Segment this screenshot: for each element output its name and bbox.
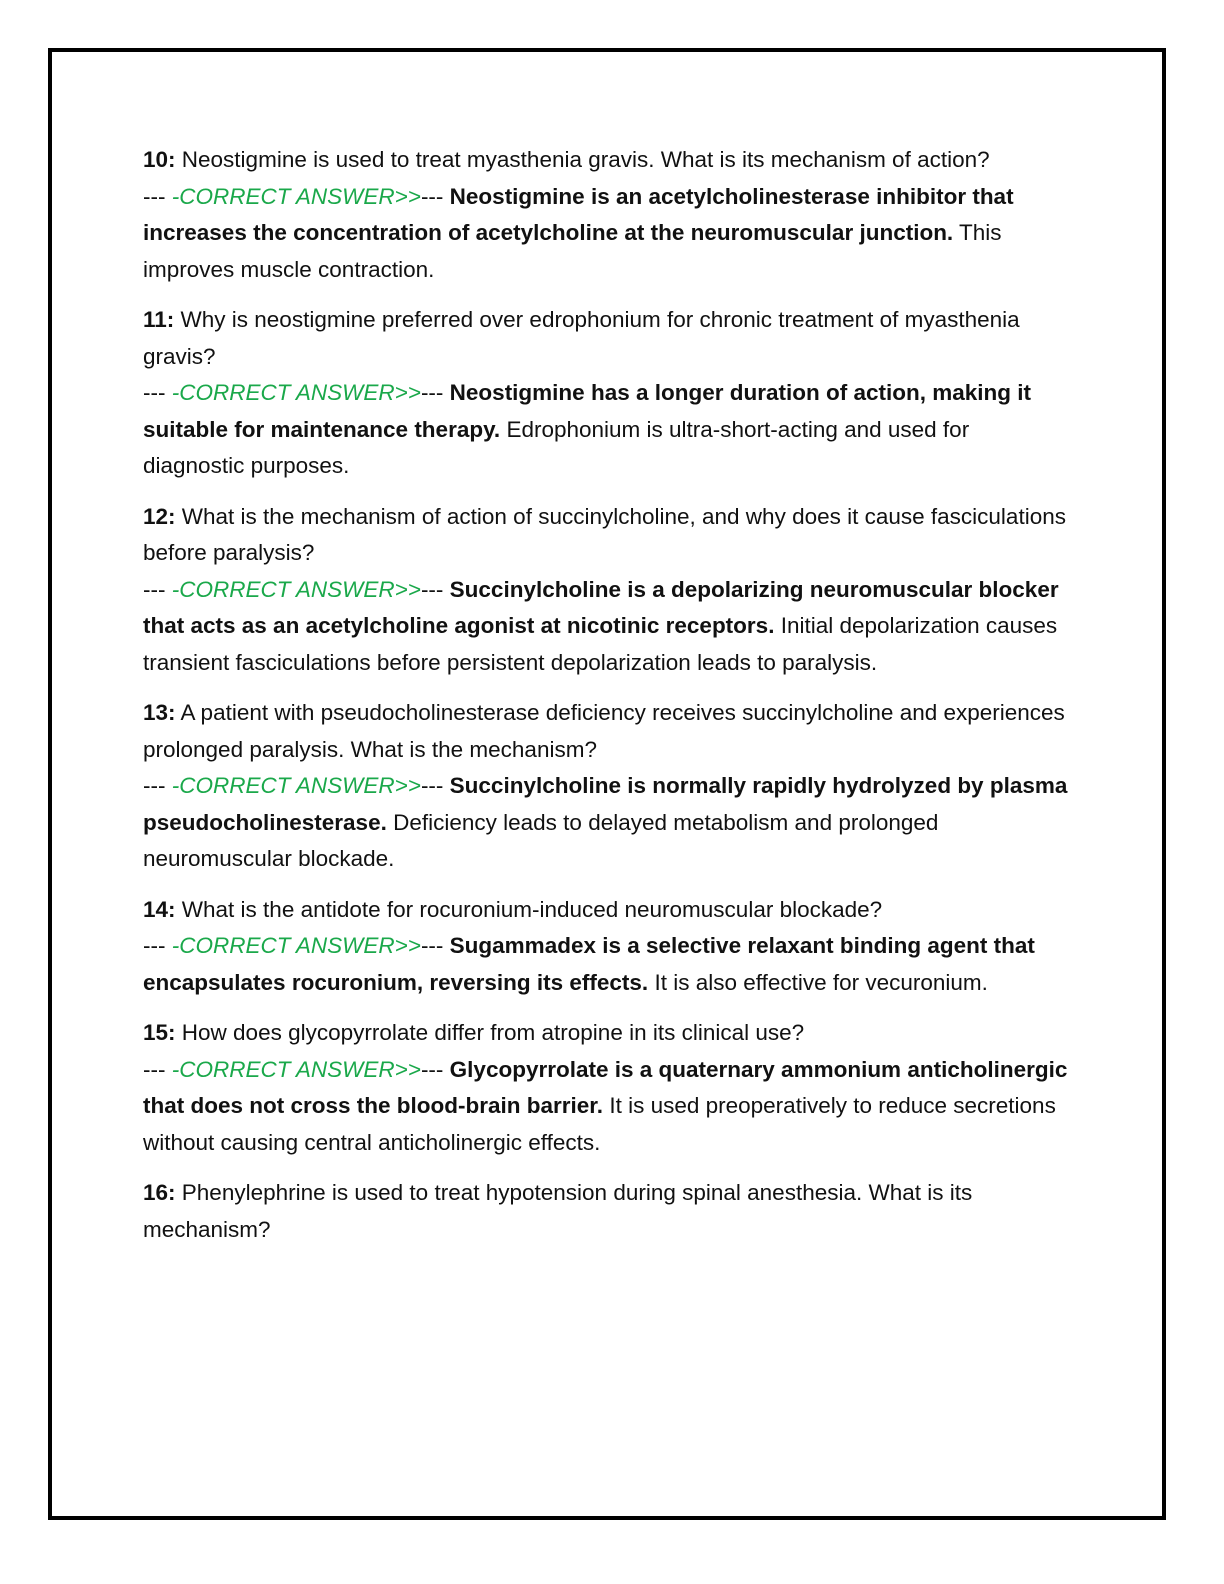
qa-item [143,142,1073,288]
question [143,302,1073,375]
question-text: A patient with pseudocholinesterase deficiency receives succinylcholine and experiences prolonged paralysis. What is the mechanism? [143,700,1065,762]
answer [143,375,1073,485]
qa-item [143,302,1073,485]
answer-bold-text: Neostigmine is an acetylcholinesterase inhibitor that increases the concentration of acetylcholine at the neuromuscular junction. [143,183,1014,245]
question-text: Neostigmine is used to treat myasthenia gravis. What is its mechanism of action? [175,147,990,172]
question-text: How does glycopyrrolate differ from atropine in its clinical use? [175,1020,805,1045]
answer-prefix: --- [143,933,172,958]
correct-answer-label: -CORRECT ANSWER>> [171,380,421,405]
question [143,142,1073,179]
answer [143,928,1073,1001]
answer-rest-text: Deficiency leads to delayed metabolism and prolonged neuromuscular blockade. [143,809,939,871]
answer-suffix: --- [420,576,450,602]
question [143,499,1073,572]
question-number: 12: [143,503,176,529]
correct-answer-label: -CORRECT ANSWER>> [171,183,421,209]
answer-prefix: --- [143,380,172,405]
question-number: 16: [143,1180,176,1205]
question-text: Why is neostigmine preferred over edrophonium for chronic treatment of myasthenia gravis? [143,307,1020,369]
answer-bold-text: Sugammadex is a selective relaxant binding agent that encapsulates rocuronium, reversing its effects. [143,933,1035,995]
answer-prefix: --- [143,576,172,602]
answer [143,572,1073,682]
answer-prefix: --- [143,183,172,209]
qa-item [143,695,1073,878]
qa-item [143,1175,1073,1248]
answer-bold-text: Succinylcholine is normally rapidly hydrolyzed by plasma pseudocholinesterase. [143,773,1068,835]
answer-suffix: --- [420,1056,450,1082]
answer-rest-text: Initial depolarization causes transient fasciculations before persistent depolarization leads to paralysis. [143,613,1058,675]
question [143,1175,1073,1248]
question-number: 13: [143,700,176,725]
answer [143,768,1073,878]
question-text: Phenylephrine is used to treat hypotension during spinal anesthesia. What is its mechanism? [143,1180,973,1242]
correct-answer-label: -CORRECT ANSWER>> [171,933,421,958]
question [143,892,1073,929]
correct-answer-label: -CORRECT ANSWER>> [171,576,421,602]
correct-answer-label: -CORRECT ANSWER>> [171,1056,421,1082]
qa-item [143,1015,1073,1161]
question [143,695,1073,768]
correct-answer-label: -CORRECT ANSWER>> [171,773,421,798]
answer [143,1052,1073,1162]
qa-item [143,892,1073,1002]
question-number: 10: [143,147,176,172]
answer-suffix: --- [420,933,450,958]
answer-suffix: --- [420,183,450,209]
question-number: 14: [143,896,176,922]
answer-bold-text: Succinylcholine is a depolarizing neuromuscular blocker that acts as an acetylcholine agonist at nicotinic receptors. [143,576,1059,638]
document-body [143,142,1073,1262]
answer-bold-text: Neostigmine has a longer duration of action, making it suitable for maintenance therapy. [143,380,1031,442]
answer-rest-text: It is also effective for vecuronium. [648,969,988,995]
question-text: What is the antidote for rocuronium-induced neuromuscular blockade? [175,896,883,922]
answer-rest-text: This improves muscle contraction. [143,220,1002,282]
qa-item [143,499,1073,682]
answer-bold-text: Glycopyrrolate is a quaternary ammonium anticholinergic that does not cross the blood-brain barrier. [143,1056,1068,1118]
answer-prefix: --- [143,773,172,798]
question-number: 15: [143,1020,176,1045]
answer-suffix: --- [420,773,450,798]
answer-rest-text: Edrophonium is ultra-short-acting and used for diagnostic purposes. [143,416,970,478]
answer-rest-text: It is used preoperatively to reduce secretions without causing central anticholinergic effects. [143,1093,1056,1155]
answer-prefix: --- [143,1056,172,1082]
answer [143,179,1073,289]
question [143,1015,1073,1052]
question-number: 11: [143,307,175,332]
answer-suffix: --- [420,380,450,405]
question-text: What is the mechanism of action of succinylcholine, and why does it cause fasciculations before paralysis? [143,503,1066,565]
